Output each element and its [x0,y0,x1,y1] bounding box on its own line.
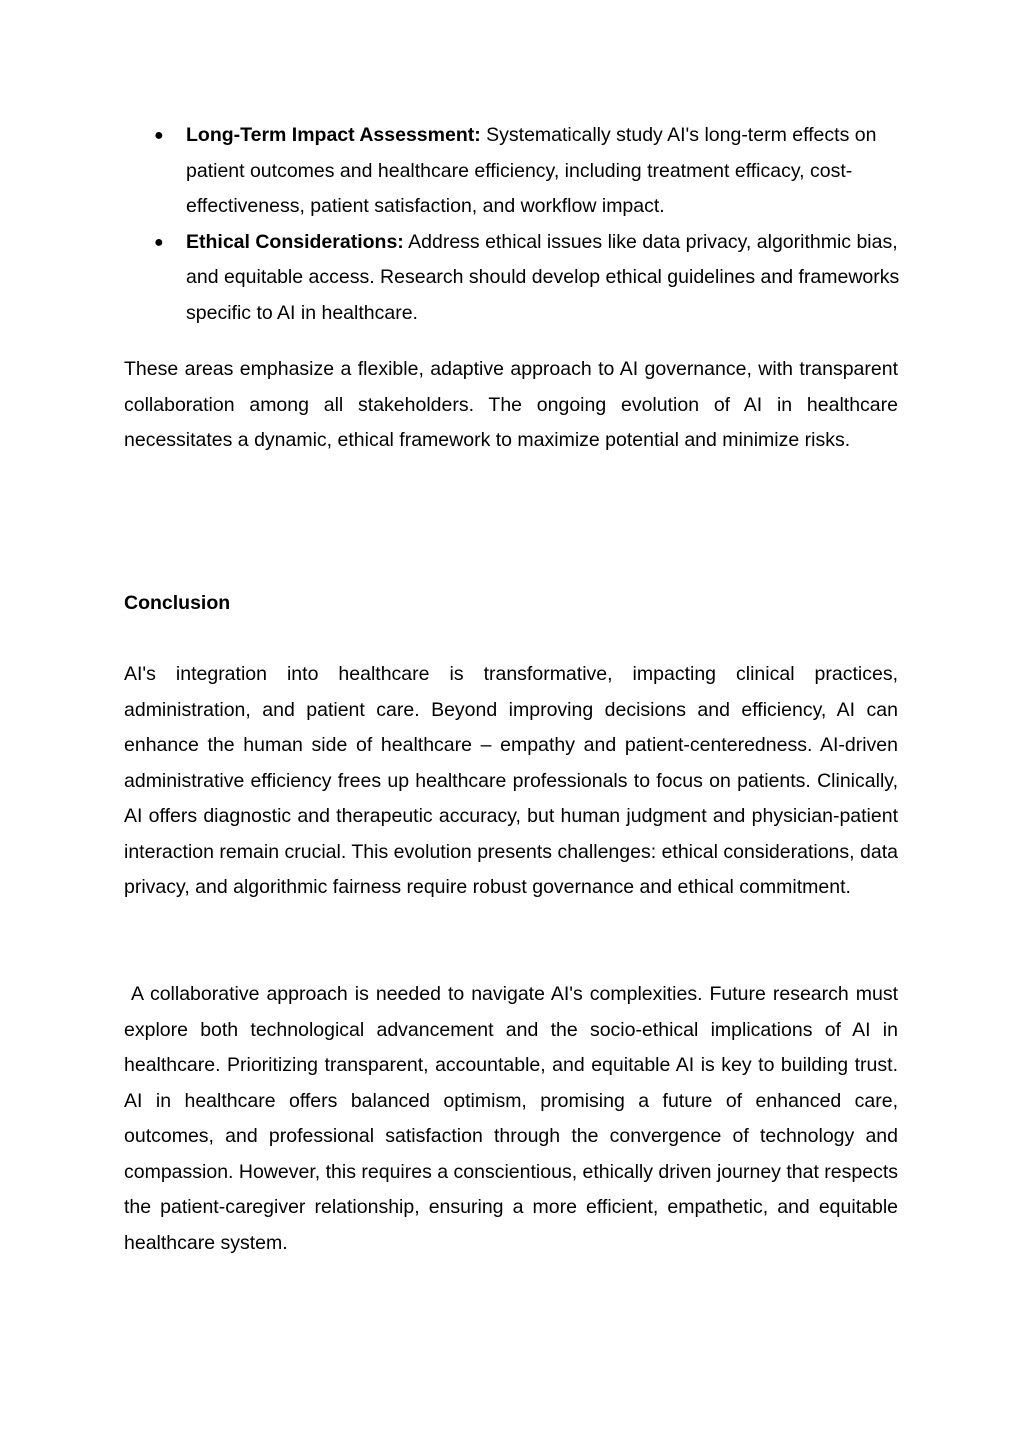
bullet-term: Ethical Considerations: [186,230,404,253]
summary-paragraph: These areas emphasize a flexible, adaptive approach to AI governance, with transparent collaboration among all stakeholders. The ongoing evolution of AI in healthcare necessitates a dynamic, ethical framework to maximize potential and minimize risks. [124,358,898,451]
bullet-text: Address ethical issues like data privacy, algorithmic bias, and equitable access. Research should develop ethical guidelines and frameworks specific to AI in healthcare. [186,230,900,324]
research-areas-list [124,118,904,331]
list-item [124,225,904,332]
bullet-icon: ● [154,233,164,251]
list-item [124,118,904,225]
conclusion-paragraph-2: A collaborative approach is needed to navigate AI's complexities. Future research must explore both technological advancement and the socio-ethical implications of AI in healthcare. Prioritizing transparent, accountable, and equitable AI is key to building trust. AI in healthcare offers balanced optimism, promising a future of enhanced care, outcomes, and professional satisfaction through the convergence of technology and compassion. However, this requires a conscientious, ethically driven journey that respects the patient-caregiver relationship, ensuring a more efficient, empathetic, and equitable healthcare system. [124,983,904,1254]
bullet-icon: ● [154,127,164,144]
conclusion-heading: Conclusion [124,592,231,614]
conclusion-paragraph-1: AI's integration into healthcare is transformative, impacting clinical practices, administration, and patient care. Beyond improving decisions and efficiency, AI can enhance the human side of healthcare – empathy and patient-centeredness. AI-driven administrative efficiency frees up healthcare professionals to focus on patients. Clinically, AI offers diagnostic and therapeutic accuracy, but human judgment and physician-patient interaction remain crucial. This evolution presents challenges: ethical considerations, data privacy, and algorithmic fairness require robust governance and ethical commitment. [124,663,898,898]
bullet-term: Long-Term Impact Assessment: [186,124,481,146]
bullet-text: Systematically study AI's long-term effects on patient outcomes and healthcare efficiency, including treatment efficacy, cost-effectiveness, patient satisfaction, and workflow impact. [186,124,877,217]
